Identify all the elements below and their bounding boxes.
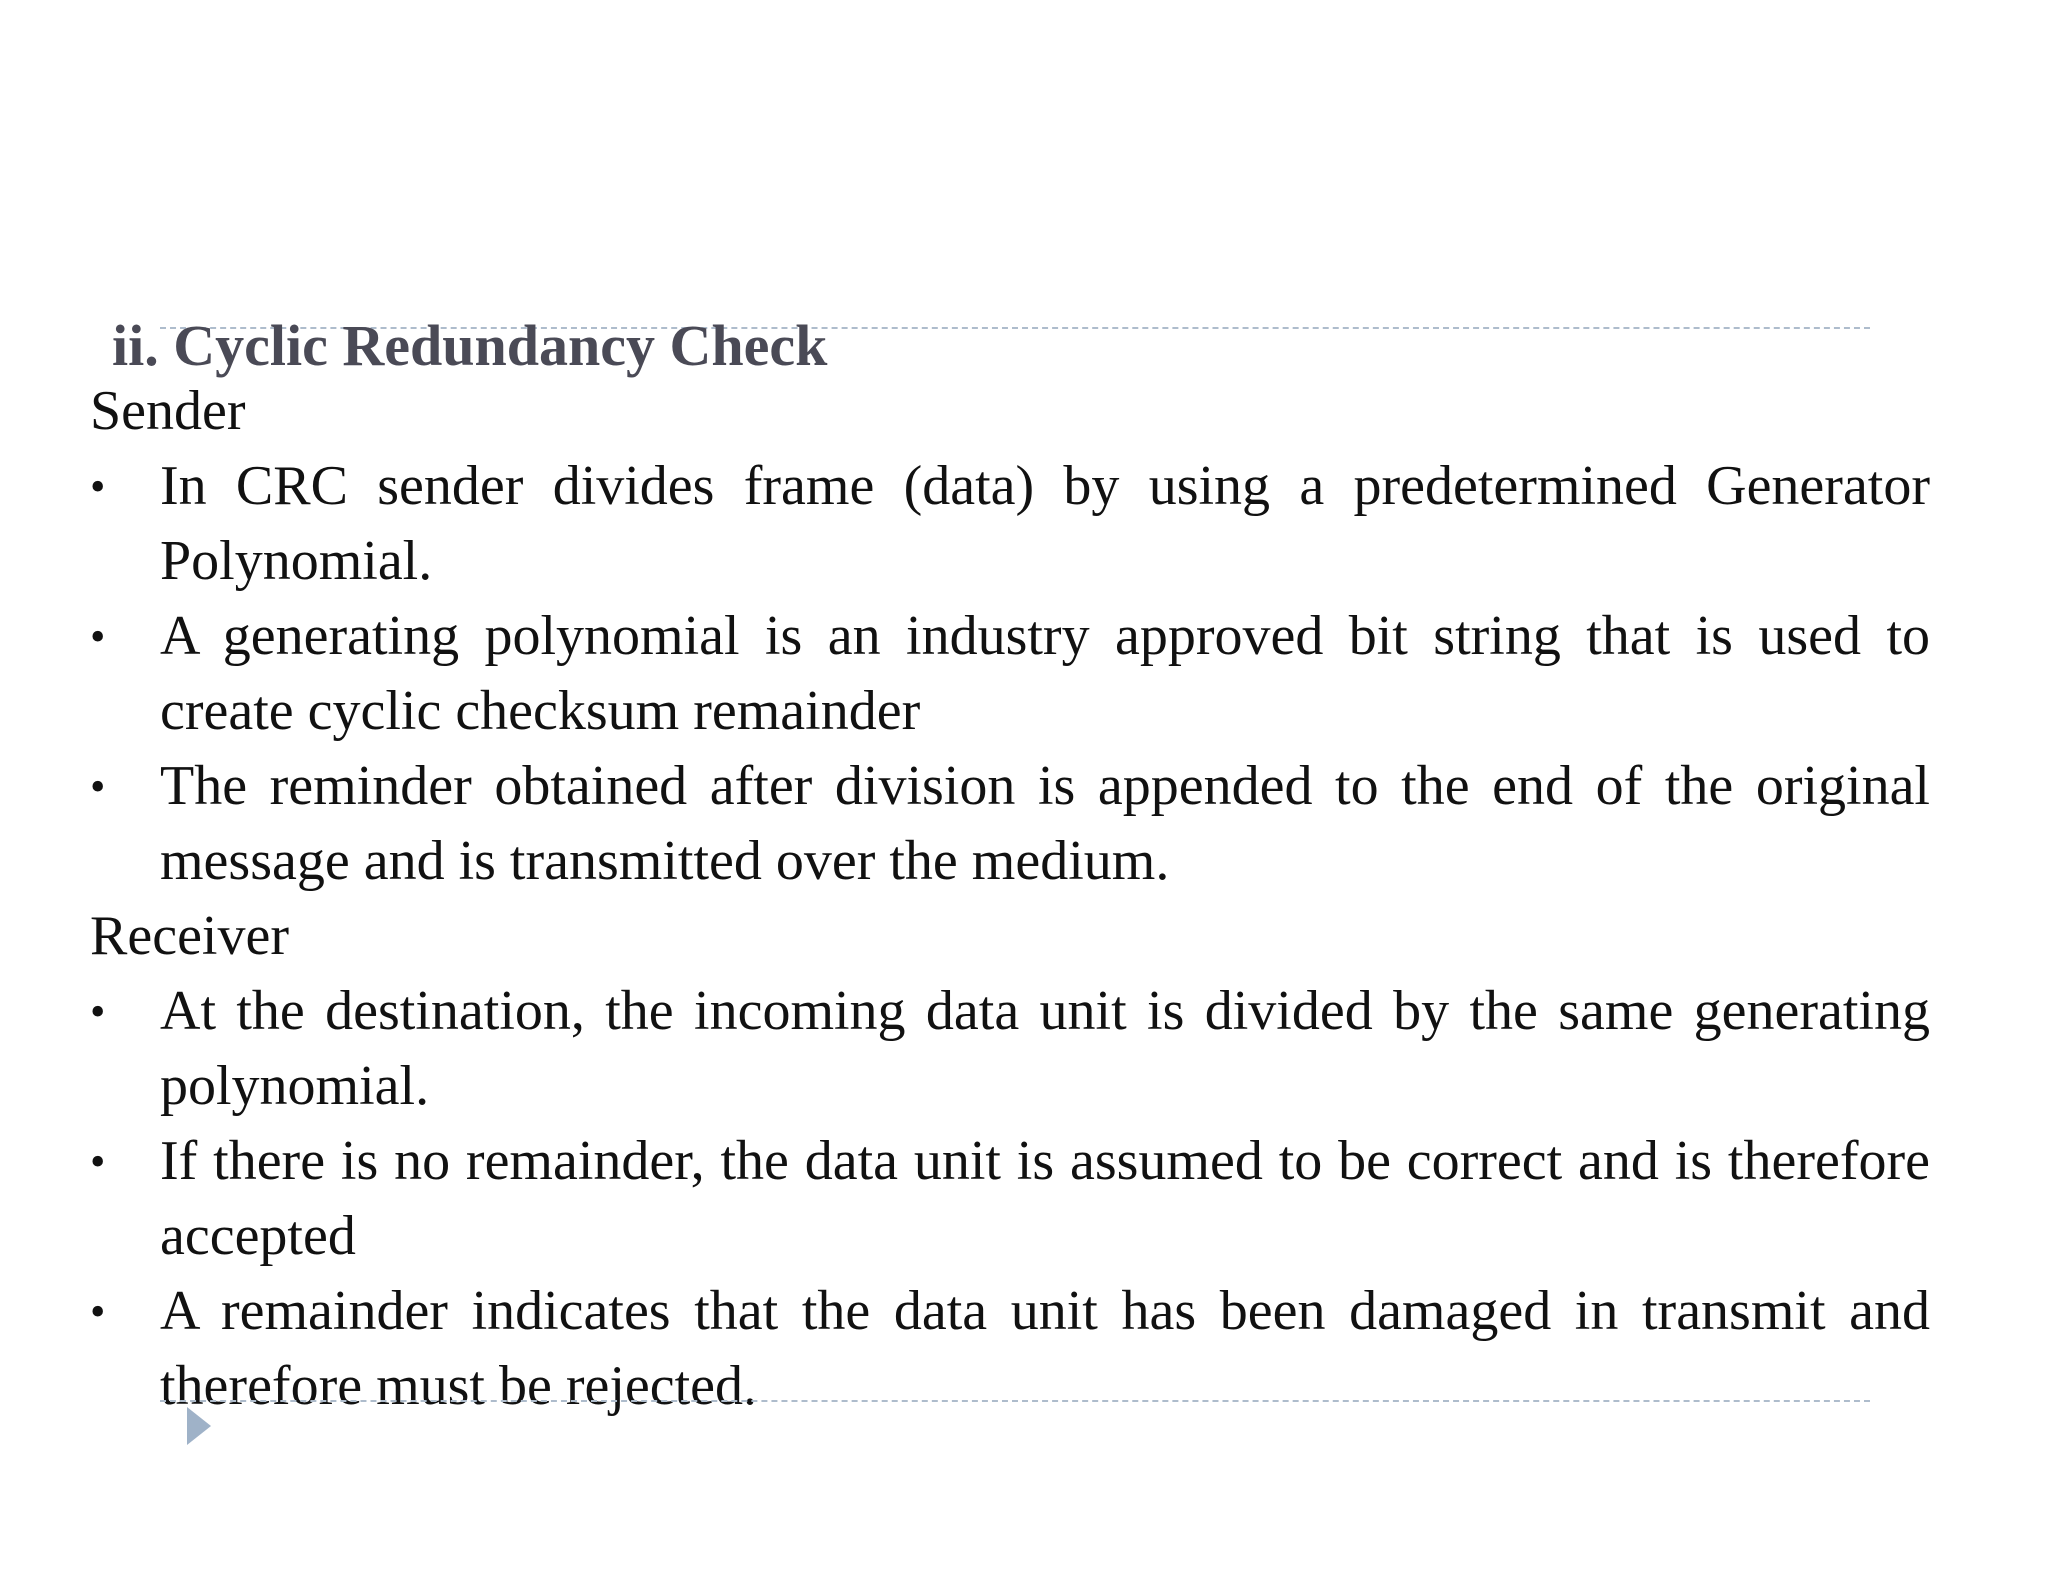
sender-bullet: • The reminder obtained after division is appended to the end of the original message and is transmitted over the medium.: [90, 749, 1930, 899]
slide-title: ii. Cyclic Redundancy Check: [112, 313, 828, 378]
sender-bullet: • A generating polynomial is an industry approved bit string that is used to create cyclic checksum remainder: [90, 599, 1930, 749]
bullet-dot: •: [90, 462, 106, 511]
bullet-dot: •: [90, 762, 106, 811]
bullet-dot: •: [90, 1287, 106, 1336]
bullet-dot: •: [90, 1137, 106, 1186]
receiver-bullet: • A remainder indicates that the data unit has been damaged in transmit and therefore must be rejected.: [90, 1274, 1930, 1424]
sender-heading: Sender: [90, 380, 246, 442]
bullet-dot: •: [90, 987, 106, 1036]
receiver-heading: Receiver: [90, 905, 289, 967]
triangle-right-icon: [187, 1407, 211, 1445]
receiver-bullet-list: [90, 974, 1930, 1424]
sender-bullet-list: [90, 449, 1930, 899]
sender-bullet: • In CRC sender divides frame (data) by using a predetermined Generator Polynomial.: [90, 449, 1930, 599]
bullet-dot: •: [90, 612, 106, 661]
slide-content: [90, 374, 1930, 1424]
bottom-dashed-rule: [160, 1400, 1870, 1402]
receiver-bullet: • If there is no remainder, the data unit is assumed to be correct and is therefore accepted: [90, 1124, 1930, 1274]
receiver-bullet: • At the destination, the incoming data unit is divided by the same generating polynomial.: [90, 974, 1930, 1124]
